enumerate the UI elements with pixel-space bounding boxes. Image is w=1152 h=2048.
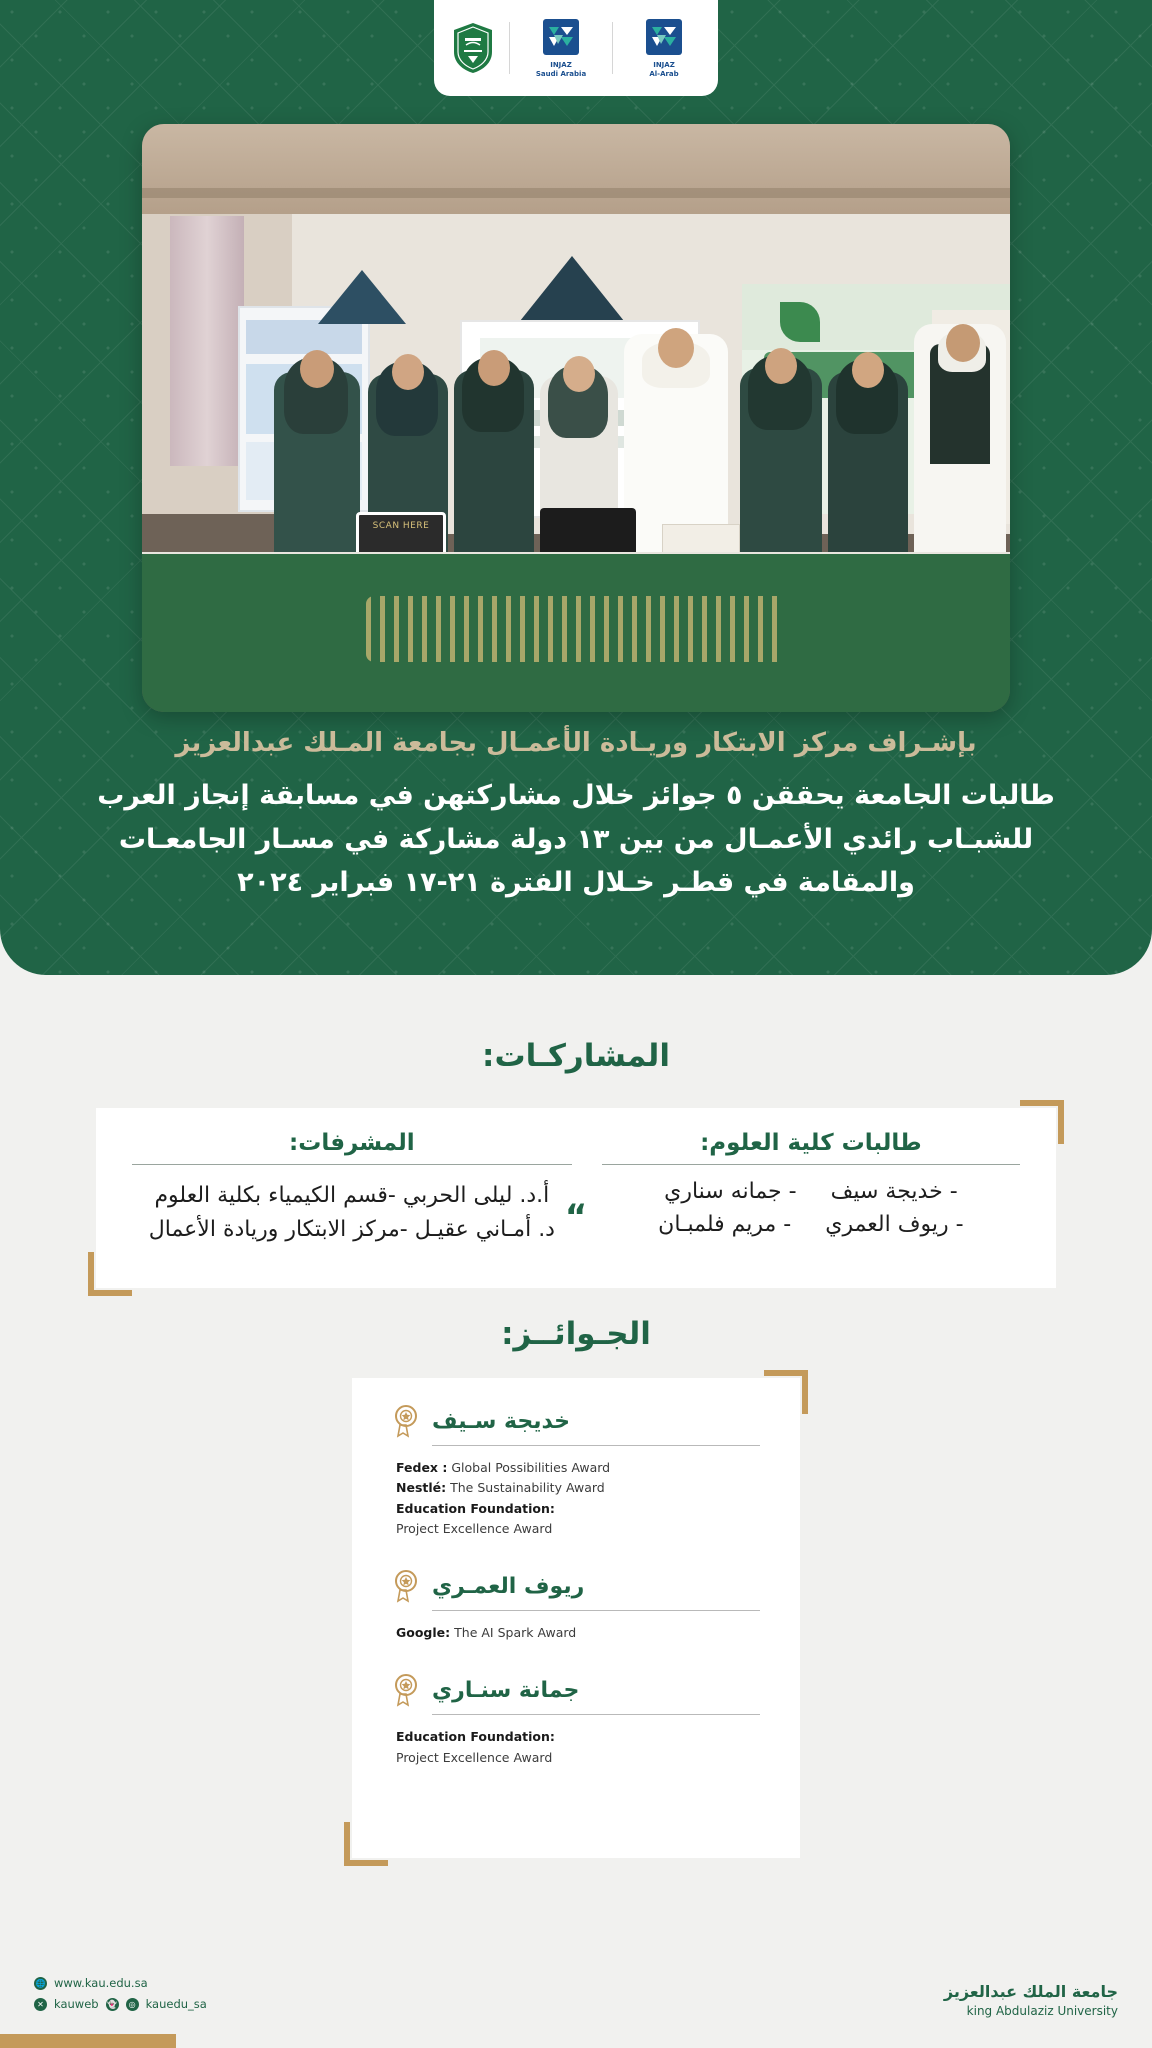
footer bbox=[0, 1940, 1152, 2048]
award-items bbox=[392, 1458, 760, 1539]
students-row bbox=[658, 1212, 963, 1237]
award-rule bbox=[432, 1445, 760, 1446]
students-rule bbox=[602, 1164, 1020, 1165]
injaz-alarab-logo-unit bbox=[627, 17, 701, 79]
award-ribbon-icon bbox=[392, 1404, 420, 1438]
awards-card-wrapper bbox=[352, 1378, 800, 1858]
supervisors-rule bbox=[132, 1164, 572, 1165]
hero-body: طالبات الجامعة يحققن ٥ جوائز خلال مشاركتهن في مسابقة إنجاز العرب للشبـاب رائدي الأعمـال من بين ١٣ دولة مشاركة في مسـار الجامعـات والمقامة في قطـر خـلال الفترة ٢١-١٧ فبراير ٢٠٢٤ bbox=[97, 780, 1055, 899]
award-title: Global Possibilities Award bbox=[451, 1460, 611, 1475]
participants-section-title: المشاركـات: bbox=[482, 1038, 670, 1074]
award-item bbox=[396, 1458, 760, 1478]
student-name: - جمانه سناري bbox=[664, 1179, 797, 1204]
award-name-row bbox=[392, 1569, 760, 1603]
students-names bbox=[596, 1179, 1026, 1237]
footer-university-name bbox=[944, 1982, 1118, 2018]
injaz-saudi-logo-unit bbox=[524, 17, 598, 79]
award-winner-name: جمانة سنـاري bbox=[432, 1677, 580, 1703]
student-name: - ريوف العمري bbox=[825, 1212, 964, 1237]
logo-divider-2 bbox=[509, 22, 510, 74]
x-twitter-icon: ✕ bbox=[34, 1998, 47, 2011]
award-winner-name: خديجة سـيف bbox=[432, 1408, 571, 1434]
award-ribbon-icon bbox=[392, 1673, 420, 1707]
award-title: Project Excellence Award bbox=[396, 1520, 553, 1536]
supervisor-name: د. أمـاني عقيـل -مركز الابتكار وريادة الأعمال bbox=[148, 1217, 555, 1243]
injaz-alarab-logo-text: INJAZ Al-Arab bbox=[649, 61, 679, 78]
footer-accent-bar bbox=[0, 2034, 176, 2048]
award-sponsor: Google: bbox=[396, 1625, 451, 1640]
award-item bbox=[396, 1478, 760, 1498]
student-name: - خديجة سيف bbox=[830, 1179, 958, 1204]
supervisor-name: أ.د. ليلى الحربي -قسم الكيمياء بكلية العلوم bbox=[154, 1183, 550, 1208]
hero-kicker: بإشـراف مركز الابتكار وريـادة الأعمـال بجامعة المـلك عبدالعزيز bbox=[175, 728, 977, 758]
award-title: Project Excellence Award bbox=[396, 1749, 553, 1765]
hero-text-block bbox=[0, 728, 1152, 905]
supervisors-heading: المشرفات: bbox=[289, 1130, 415, 1156]
footer-social-1[interactable]: kauweb bbox=[54, 1997, 99, 2011]
award-name-row bbox=[392, 1404, 760, 1438]
supervisors-column bbox=[126, 1130, 578, 1264]
awards-section-title: الجـوائــز: bbox=[501, 1316, 651, 1352]
award-ribbon-icon bbox=[392, 1569, 420, 1603]
students-column bbox=[596, 1130, 1026, 1264]
footer-name-ar: جامعة الملك عبدالعزيز bbox=[943, 1982, 1118, 2001]
award-winner-name: ريوف العمـري bbox=[432, 1573, 585, 1599]
quote-mark-icon: “ bbox=[564, 1197, 588, 1237]
awards-card bbox=[352, 1378, 800, 1858]
footer-website-row[interactable] bbox=[34, 1976, 207, 1990]
award-items bbox=[392, 1623, 760, 1643]
award-sponsor: Nestlé: bbox=[396, 1480, 447, 1496]
footer-social-2[interactable]: kauedu_sa bbox=[145, 1997, 207, 2011]
injaz-alarab-logo-icon bbox=[644, 17, 684, 57]
injaz-saudi-logo-icon bbox=[541, 17, 581, 57]
footer-contact bbox=[34, 1976, 207, 2018]
award-name-row bbox=[392, 1673, 760, 1707]
award-title: The Sustainability Award bbox=[450, 1480, 605, 1496]
award-items bbox=[392, 1727, 760, 1768]
students-heading: طالبات كلية العلوم: bbox=[700, 1130, 922, 1156]
injaz-saudi-logo-text: INJAZ Saudi Arabia bbox=[535, 61, 587, 78]
award-title: The AI Spark Award bbox=[454, 1625, 577, 1640]
student-name: - مريم فلمبـان bbox=[658, 1212, 792, 1237]
logo-divider-1 bbox=[612, 22, 613, 74]
award-item bbox=[396, 1623, 760, 1643]
footer-name-en: king Abdulaziz University bbox=[966, 2004, 1118, 2018]
award-rule bbox=[432, 1714, 760, 1715]
award-sponsor: Education Foundation: bbox=[396, 1500, 555, 1516]
award-block bbox=[392, 1569, 760, 1643]
logo-card bbox=[434, 0, 718, 96]
award-block bbox=[392, 1673, 760, 1768]
award-item bbox=[396, 1727, 760, 1768]
award-block bbox=[392, 1404, 760, 1539]
award-rule bbox=[432, 1610, 760, 1611]
event-photo bbox=[142, 124, 1010, 712]
participants-card bbox=[96, 1108, 1056, 1288]
footer-website[interactable]: www.kau.edu.sa bbox=[54, 1976, 148, 1990]
snapchat-icon: 👻 bbox=[107, 1999, 118, 2009]
students-row bbox=[664, 1179, 958, 1204]
globe-icon: 🌐 bbox=[35, 1978, 46, 1988]
award-item bbox=[396, 1499, 760, 1540]
award-sponsor: Education Foundation: bbox=[396, 1729, 555, 1745]
award-sponsor: Fedex : bbox=[396, 1460, 448, 1475]
participants-card-wrapper bbox=[96, 1108, 1056, 1288]
instagram-icon: ◎ bbox=[126, 1998, 139, 2011]
kau-seal-logo-icon bbox=[451, 22, 495, 74]
footer-social-row[interactable] bbox=[34, 1997, 207, 2011]
